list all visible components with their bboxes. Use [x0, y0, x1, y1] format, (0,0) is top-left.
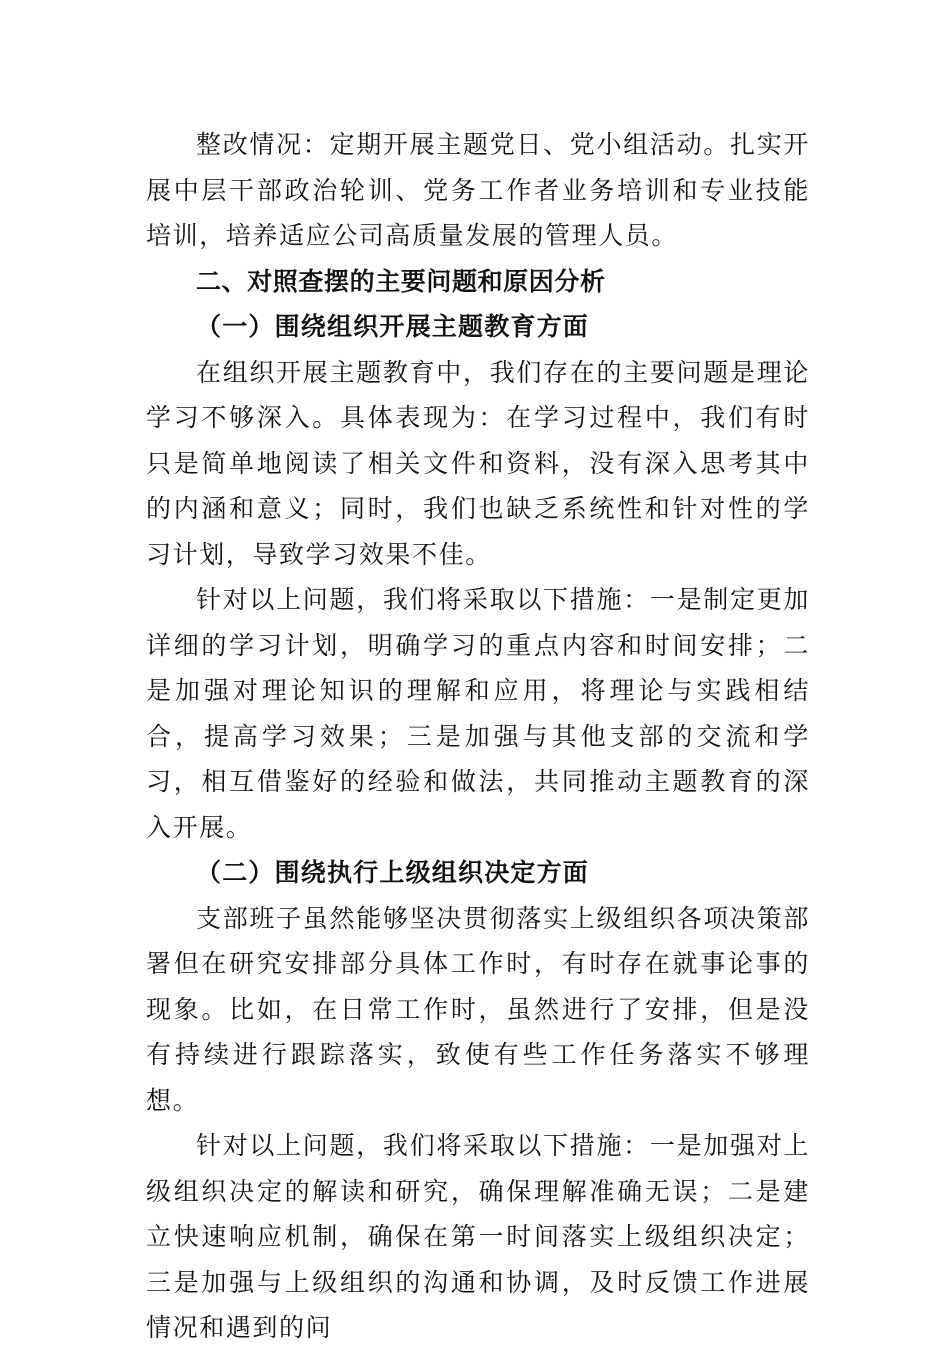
problem-paragraph-1: 在组织开展主题教育中，我们存在的主要问题是理论学习不够深入。具体表现为：在学习过程中，我们有时只是简单地阅读了相关文件和资料，没有深入思考其中的内涵和意义；同时，我们也缺乏系统性和针对性的学习计划，导致学习效果不佳。: [146, 357, 810, 569]
subsection-heading-2: （二）围绕执行上级组织决定方面: [196, 858, 590, 887]
rectification-paragraph: 整改情况：定期开展主题党日、党小组活动。扎实开展中层干部政治轮训、党务工作者业务培训和专业技能培训，培养适应公司高质量发展的管理人员。: [146, 130, 810, 250]
subsection-heading-1: （一）围绕组织开展主题教育方面: [196, 312, 590, 341]
problem-paragraph-2: 支部班子虽然能够坚决贯彻落实上级组织各项决策部署但在研究安排部分具体工作时，有时存在就事论事的现象。比如，在日常工作时，虽然进行了安排，但是没有持续进行跟踪落实，致使有些工作任务落实不够理想。: [146, 903, 810, 1115]
measures-paragraph-2: 针对以上问题，我们将采取以下措施：一是加强对上级组织决定的解读和研究，确保理解准确无误；二是建立快速响应机制，确保在第一时间落实上级组织决定；三是加强与上级组织的沟通和协调，及时反馈工作进展情况和遇到的问: [146, 1131, 810, 1342]
section-heading-2: 二、对照查摆的主要问题和原因分析: [196, 266, 606, 296]
measures-paragraph-1: 针对以上问题，我们将采取以下措施：一是制定更加详细的学习计划，明确学习的重点内容和时间安排；二是加强对理论知识的理解和应用，将理论与实践相结合，提高学习效果；三是加强与其他支部的交流和学习，相互借鉴好的经验和做法，共同推动主题教育的深入开展。: [146, 585, 810, 842]
document-body: [146, 122, 810, 1351]
